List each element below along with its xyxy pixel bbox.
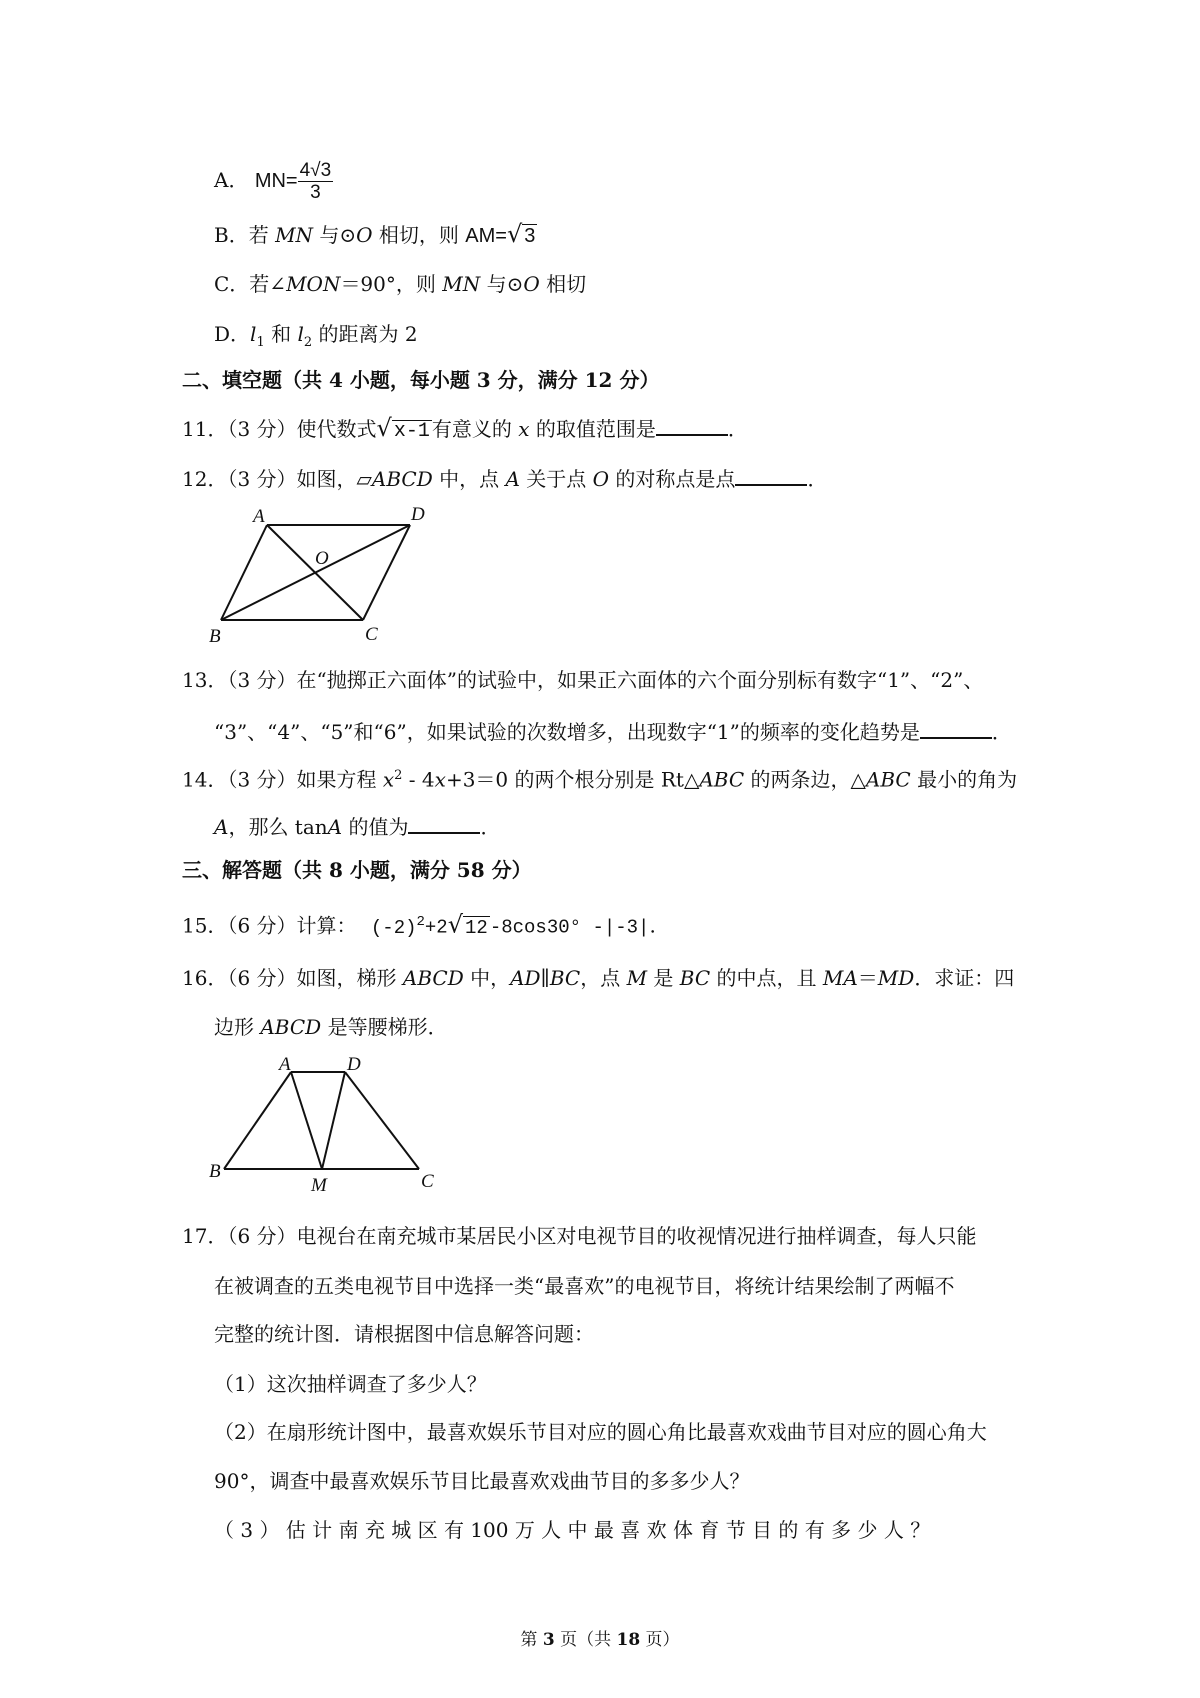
label-m: M: [311, 1175, 327, 1196]
option-a-denominator: 3: [310, 182, 321, 203]
q14-tail: 最小的角为: [910, 767, 1018, 792]
q14-x: x: [382, 767, 395, 792]
q16-md: MD: [877, 966, 915, 990]
label-a: A: [279, 1054, 291, 1075]
option-c-mn: MN: [442, 272, 481, 296]
option-c-prefix: C．若∠: [214, 272, 287, 296]
segment-dm: [322, 1072, 345, 1169]
footer-mid: 页（共: [554, 1630, 617, 1650]
q16-mid4: 的中点，且: [710, 966, 823, 990]
q14-abc: ABC: [699, 767, 745, 792]
answer-blank: [656, 414, 728, 436]
option-a-prefix: A．: [214, 168, 249, 192]
option-b-tail: 相切，则: [372, 223, 466, 247]
option-d-l2: l: [297, 322, 304, 346]
label-o: O: [315, 548, 329, 569]
q16-l2c: 是等腰梯形．: [321, 1015, 448, 1039]
option-d-tail: 的距离为 2: [312, 322, 418, 346]
q16-pre: 16．（6 分）如图，梯形: [182, 966, 403, 990]
q11-end: 的取值范围是: [529, 417, 656, 441]
q14-x2: x: [434, 767, 446, 792]
option-d-prefix: D．: [214, 322, 251, 346]
option-d-sub2: 2: [303, 335, 313, 350]
question-17-sub-2b: 90°，调查中最喜欢娱乐节目比最喜欢戏曲节目的多多少人？: [214, 1469, 750, 1493]
option-b-am: AM=: [465, 225, 507, 247]
section-3-title: 三、解答题（共 8 小题，满分 58 分）: [182, 858, 532, 882]
question-16-line-2: [214, 1015, 448, 1039]
option-d-sub1: 1: [256, 335, 265, 350]
answer-blank: [735, 464, 807, 486]
q16-mid2: ，点: [580, 966, 627, 990]
q12-period: ．: [807, 467, 828, 491]
question-17-line-1: 17．（6 分）电视台在南充城市某居民小区对电视节目的收视情况进行抽样调查，每人只能: [182, 1224, 977, 1248]
answer-blank: [920, 717, 992, 739]
edge-dc: [345, 1072, 419, 1169]
edge-dc: [363, 525, 410, 620]
q12-mid2: 关于点: [519, 467, 593, 491]
segment-am: [291, 1072, 322, 1169]
q14-l2c: A: [327, 815, 343, 839]
option-c-mon: MON: [286, 272, 341, 296]
sqrt-icon: √: [506, 220, 523, 248]
question-17-line-2: 在被调查的五类电视节目中选择一类“最喜欢”的电视节目，将统计结果绘制了两幅不: [214, 1274, 955, 1298]
option-b: [214, 222, 537, 248]
answer-blank: [408, 812, 480, 834]
q15-expr1: (-2): [370, 916, 417, 939]
q16-bc2: BC: [679, 966, 711, 990]
q12-tail: 的对称点是点: [609, 467, 736, 491]
option-a-lhs: MN=: [254, 170, 298, 192]
option-c-o: O: [523, 272, 540, 296]
question-17-line-3: 完整的统计图．请根据图中信息解答问题：: [214, 1322, 594, 1346]
q15-expr2: +2: [424, 916, 448, 939]
option-c-tail: 与⊙: [480, 272, 524, 296]
question-14-line-2: [214, 812, 500, 839]
q16-bc: BC: [549, 966, 581, 990]
q16-tail: ．求证：四: [914, 966, 1015, 990]
option-d-mid: 和: [264, 322, 298, 346]
total-pages: 18: [616, 1630, 641, 1650]
diagonal-bd: [221, 525, 410, 620]
question-12: [182, 464, 827, 491]
edge-ba: [221, 525, 267, 620]
edge-ba: [224, 1072, 291, 1169]
q14-mid: - 4: [402, 767, 435, 792]
option-a-fraction: [298, 160, 334, 203]
q16-par: ∥: [540, 966, 550, 990]
label-b: B: [209, 626, 221, 647]
q11-text: 11．（3 分）使代数式: [182, 417, 377, 441]
q16-eq: ＝: [857, 966, 878, 990]
parallelogram-figure: [205, 500, 435, 650]
footer-pre: 第: [520, 1630, 543, 1650]
option-d-l1: l: [250, 322, 257, 346]
option-a: [214, 160, 333, 203]
q14-exp: 2: [394, 768, 403, 783]
q11-radicand: x-1: [393, 420, 430, 443]
q11-period: ．: [727, 417, 748, 441]
q16-m: M: [626, 966, 648, 990]
q12-o: O: [592, 467, 610, 491]
q16-abcd: ABCD: [402, 966, 464, 990]
question-17-sub-2a: （2）在扇形统计图中，最喜欢娱乐节目对应的圆心角比最喜欢戏曲节目对应的圆心角大: [214, 1420, 987, 1444]
option-b-o: O: [356, 223, 373, 247]
q12-abcd: ABCD: [371, 467, 433, 491]
q14-l2b: ，那么 tan: [228, 815, 328, 839]
option-b-prefix: B．若: [214, 223, 276, 247]
option-c-mid: ＝90°，则: [340, 272, 443, 296]
q15-end: .: [649, 913, 656, 938]
q16-mid: 中，: [463, 966, 511, 990]
q14-l2d: 的值为: [342, 815, 409, 839]
option-c-end: 相切: [539, 272, 587, 296]
q16-l2b: ABCD: [260, 1015, 322, 1039]
page-footer: [0, 1625, 1200, 1650]
footer-end: 页）: [640, 1630, 680, 1650]
q14-l2a: A: [214, 815, 229, 839]
label-c: C: [365, 624, 378, 645]
q12-text: 12．（3 分）如图，▱: [182, 467, 372, 491]
option-a-numerator: 4√3: [299, 160, 332, 181]
q16-ad: AD: [510, 966, 541, 990]
question-17-sub-3: （ 3 ） 估 计 南 充 城 区 有 100 万 人 中 最 喜 欢 体 育 节 目 的 有 多 少 人 ？: [214, 1518, 931, 1542]
q15-exp: 2: [416, 914, 425, 930]
option-b-radicand: 3: [524, 225, 536, 247]
q12-mid: 中，点: [432, 467, 506, 491]
label-d: D: [347, 1054, 361, 1075]
q12-a: A: [505, 467, 520, 491]
option-b-mn: MN: [275, 223, 314, 247]
q15-radicand: 12: [465, 916, 488, 939]
sqrt-icon: √: [447, 910, 464, 939]
q15-expr3: -8cos30° -|-3|: [489, 916, 650, 939]
question-13-line-2: [214, 717, 1012, 744]
option-c: [214, 272, 586, 296]
q13-line2-text: “3”、“4”、“5”和“6”，如果试验的次数增多，出现数字“1”的频率的变化趋势是: [214, 720, 920, 744]
q14-pre: 14．（3 分）如果方程: [182, 767, 383, 792]
trapezoid-figure: [205, 1052, 445, 1197]
q14-abc2: ABC: [865, 767, 911, 792]
question-11: [182, 414, 748, 443]
q11-tail: 有意义的: [431, 417, 519, 441]
section-2-title: 二、填空题（共 4 小题，每小题 3 分，满分 12 分）: [182, 368, 660, 392]
question-16-line-1: [182, 966, 1014, 990]
q14-mid2: +3＝0 的两个根分别是 Rt△: [445, 767, 700, 792]
label-d: D: [411, 504, 425, 525]
label-b: B: [209, 1161, 221, 1182]
question-15: [182, 910, 656, 940]
q13-period: ．: [991, 720, 1012, 744]
question-17-sub-1: （1）这次抽样调查了多少人？: [214, 1372, 487, 1396]
q14-mid3: 的两条边，△: [744, 767, 866, 792]
page-number: 3: [542, 1630, 555, 1650]
q16-mid3: 是: [647, 966, 680, 990]
label-a: A: [253, 506, 265, 527]
q16-ma: MA: [822, 966, 858, 990]
q14-period: ．: [480, 815, 501, 839]
q15-pre: 15．（6 分）计算：: [182, 913, 357, 938]
sqrt-icon: √: [376, 414, 392, 442]
question-14-line-1: [182, 764, 1017, 792]
question-13-line-1: 13．（3 分）在“抛掷正六面体”的试验中，如果正六面体的六个面分别标有数字“1”、“2”、: [182, 668, 984, 692]
label-c: C: [421, 1171, 434, 1192]
option-b-mid: 与⊙: [313, 223, 357, 247]
option-d: [214, 322, 418, 355]
q11-x: x: [518, 417, 530, 441]
q16-l2a: 边形: [214, 1015, 261, 1039]
